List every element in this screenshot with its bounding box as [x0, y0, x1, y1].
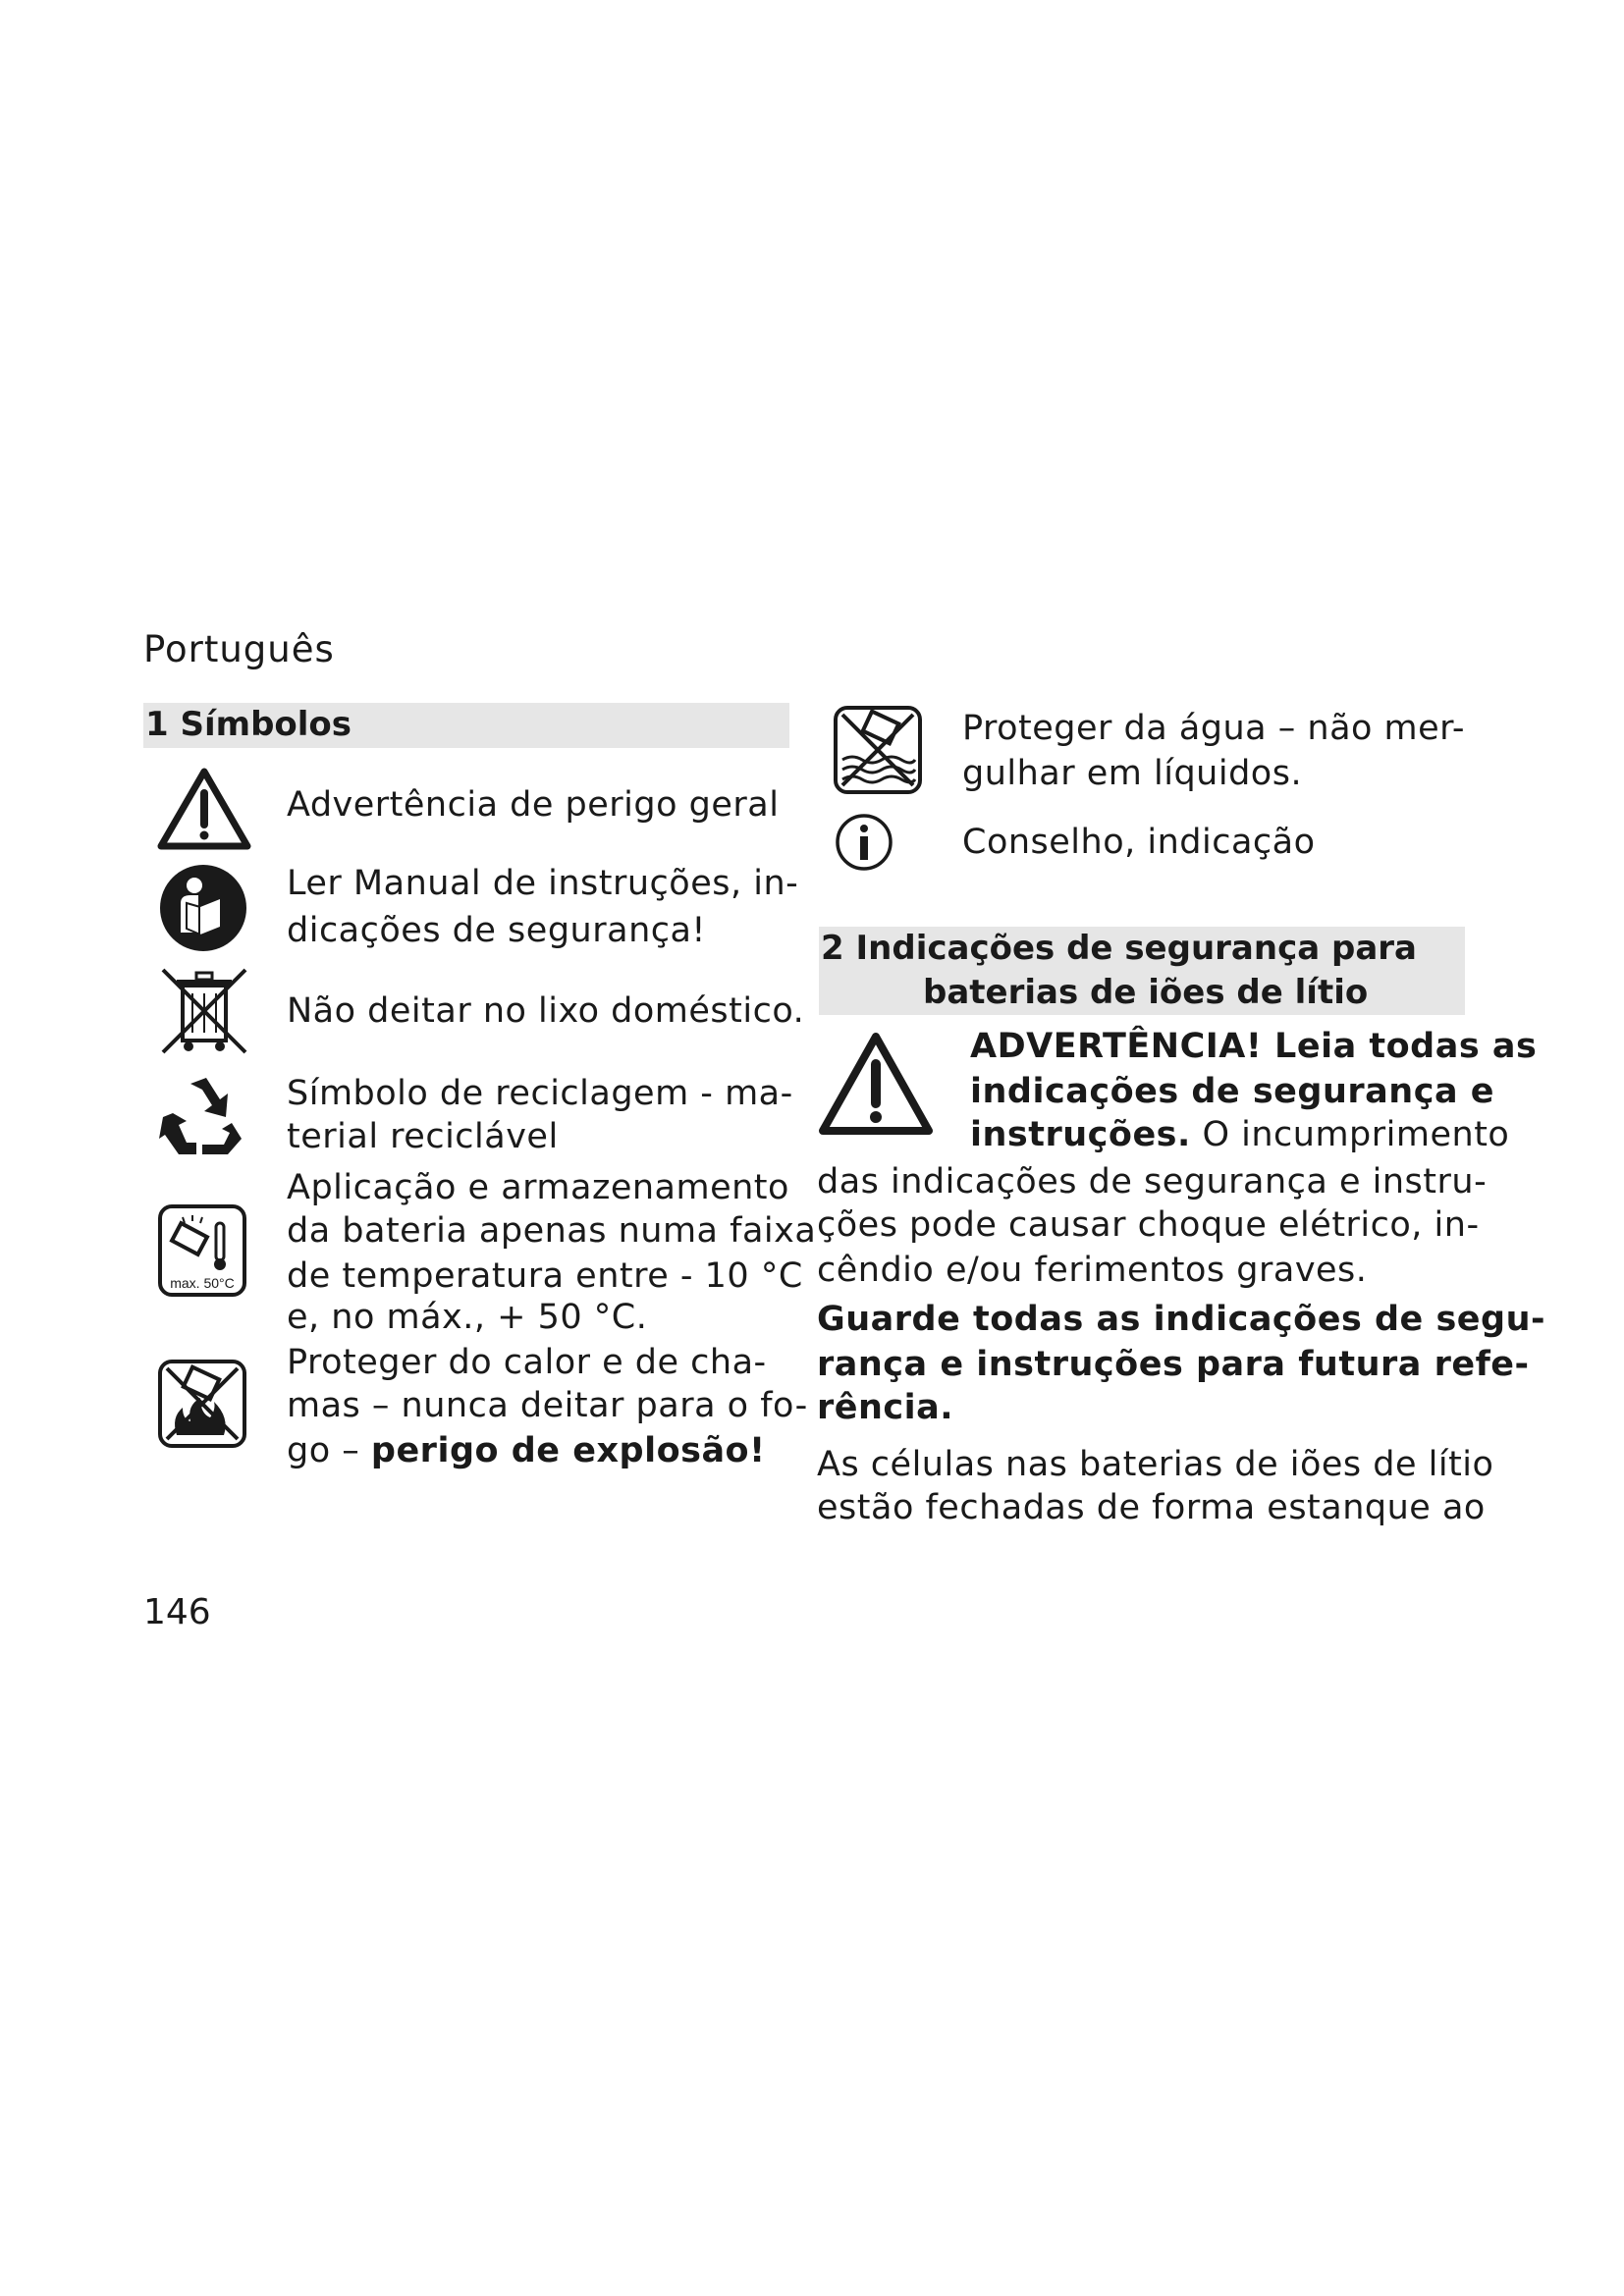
symbol-text-temp-1: Aplicação e armazenamento — [287, 1168, 789, 1207]
warning-text-2: ções pode causar choque elétrico, in- — [817, 1205, 1480, 1245]
read-manual-icon — [159, 864, 247, 952]
section-2-title-line1: 2 Indicações de segurança para — [821, 929, 1418, 968]
no-fire-icon — [157, 1359, 247, 1449]
cells-text-2: estão fechadas de forma estanque ao — [817, 1488, 1486, 1527]
symbol-text-fire-1: Proteger do calor e de cha- — [287, 1343, 767, 1382]
symbol-text-temp-2: da bateria apenas numa faixa — [287, 1211, 817, 1251]
info-icon — [835, 813, 893, 872]
recycling-icon — [157, 1070, 247, 1160]
warning-triangle-icon — [157, 766, 251, 852]
large-warning-triangle-icon — [817, 1029, 935, 1139]
warning-text-1: das indicações de segurança e instru- — [817, 1162, 1488, 1201]
symbol-text-fire-3 — [287, 1429, 766, 1472]
symbol-text-info: Conselho, indicação — [962, 823, 1316, 862]
explosion-warning: perigo de explosão! — [370, 1431, 766, 1470]
crossed-bin-icon — [157, 964, 251, 1058]
symbol-text-recycling-2: terial reciclável — [287, 1117, 559, 1156]
section-1-heading: 1 Símbolos — [143, 703, 789, 748]
symbol-text-temp-3: de temperatura entre - 10 °C — [287, 1256, 803, 1296]
keep-instructions-2: rança e instruções para futura refe- — [817, 1345, 1530, 1384]
no-water-icon — [833, 705, 923, 795]
keep-instructions-1: Guarde todas as indicações de segu- — [817, 1300, 1546, 1339]
section-2-heading — [819, 927, 1465, 1015]
temperature-icon-label: max. 50°C — [170, 1275, 235, 1291]
keep-instructions-3: rência. — [817, 1388, 954, 1427]
symbol-text-recycling-1: Símbolo de reciclagem - ma- — [287, 1074, 793, 1113]
temperature-range-icon — [157, 1203, 247, 1298]
symbol-text-warning: Advertência de perigo geral — [287, 785, 780, 825]
symbol-text-temp-4: e, no máx., + 50 °C. — [287, 1298, 648, 1337]
warning-rest: O incumprimento — [1190, 1115, 1510, 1154]
warning-text-3: cêndio e/ou ferimentos graves. — [817, 1251, 1368, 1290]
section-2-title-line2: baterias de iões de lítio — [923, 973, 1369, 1012]
warning-heading-1: ADVERTÊNCIA! Leia todas as — [970, 1027, 1538, 1066]
warning-heading-3 — [970, 1113, 1509, 1156]
fire-line-prefix: go – — [287, 1431, 371, 1470]
symbol-text-fire-2: mas – nunca deitar para o fo- — [287, 1386, 808, 1425]
symbol-text-water-2: gulhar em líquidos. — [962, 754, 1303, 793]
symbol-text-bin: Não deitar no lixo doméstico. — [287, 991, 805, 1031]
warning-heading-2: indicações de segurança e — [970, 1072, 1494, 1111]
warning-instructions-bold: instruções. — [970, 1115, 1191, 1154]
symbol-text-manual-2: dicações de segurança! — [287, 911, 706, 950]
language-label: Português — [143, 628, 335, 670]
page-number: 146 — [143, 1592, 211, 1632]
symbol-text-manual-1: Ler Manual de instruções, in- — [287, 864, 799, 903]
cells-text-1: As células nas baterias de iões de lítio — [817, 1445, 1494, 1484]
symbol-text-water-1: Proteger da água – não mer- — [962, 709, 1465, 748]
